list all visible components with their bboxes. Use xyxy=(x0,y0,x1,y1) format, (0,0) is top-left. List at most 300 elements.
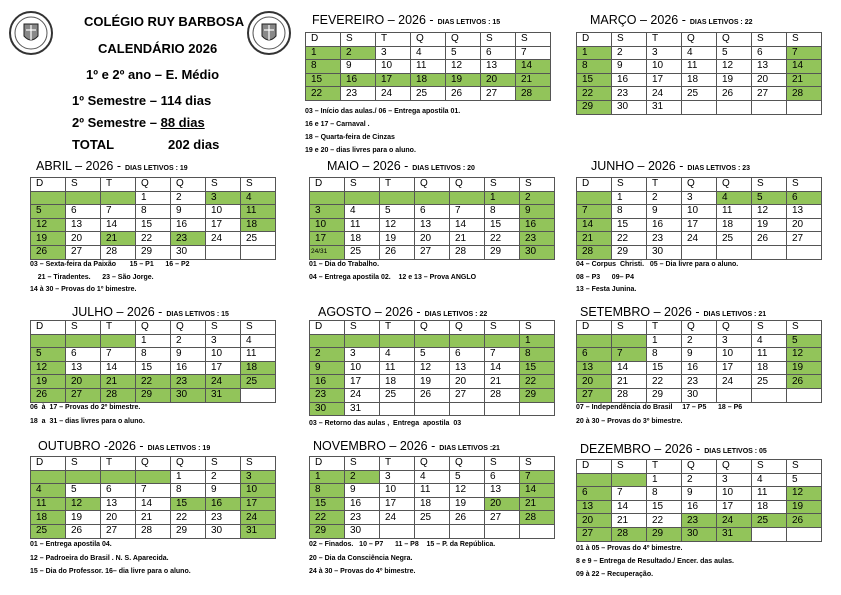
day-cell: 16 xyxy=(682,361,717,375)
day-cell: 25 xyxy=(345,245,380,259)
day-cell: 20 xyxy=(485,497,520,511)
day-cell: 25 xyxy=(411,87,446,101)
day-cell: 3 xyxy=(717,473,752,487)
weekday-header: S xyxy=(206,457,241,471)
day-cell xyxy=(787,245,822,259)
week-row xyxy=(31,484,276,498)
month-name: SETEMBRO – 2026 - xyxy=(580,305,700,319)
week-row xyxy=(31,348,276,362)
day-cell: 27 xyxy=(66,388,101,402)
day-cell: 12 xyxy=(66,497,101,511)
day-cell: 12 xyxy=(717,60,752,74)
day-cell: 2 xyxy=(206,470,241,484)
day-cell: 6 xyxy=(752,46,787,60)
day-cell xyxy=(310,191,345,205)
weekday-header: S xyxy=(485,321,520,335)
month-note: 19 e 20 – dias livres para o aluno. xyxy=(305,147,416,154)
day-cell: 20 xyxy=(101,511,136,525)
day-cell: 13 xyxy=(485,484,520,498)
weekday-header: D xyxy=(310,321,345,335)
day-cell xyxy=(241,388,276,402)
day-cell: 20 xyxy=(66,375,101,389)
week-row xyxy=(577,205,822,219)
month-note: 06 à 17 – Provas do 2º bimestre. xyxy=(30,404,141,411)
weekday-header: Q xyxy=(171,178,206,192)
day-cell: 14 xyxy=(577,218,612,232)
weekday-header: S xyxy=(752,33,787,47)
day-cell: 8 xyxy=(171,484,206,498)
day-cell: 23 xyxy=(171,375,206,389)
day-cell: 17 xyxy=(206,361,241,375)
day-cell: 13 xyxy=(787,205,822,219)
day-cell xyxy=(101,191,136,205)
day-cell: 15 xyxy=(577,73,612,87)
day-cell: 6 xyxy=(481,46,516,60)
day-cell: 19 xyxy=(31,375,66,389)
day-cell: 29 xyxy=(485,245,520,259)
day-cell: 22 xyxy=(520,375,555,389)
week-row xyxy=(310,484,555,498)
day-cell: 28 xyxy=(450,245,485,259)
day-cell: 15 xyxy=(310,497,345,511)
week-row xyxy=(31,191,276,205)
day-cell: 9 xyxy=(612,60,647,74)
weekday-header: S xyxy=(345,178,380,192)
day-cell: 9 xyxy=(647,205,682,219)
week-row xyxy=(310,388,555,402)
day-cell: 7 xyxy=(136,484,171,498)
week-row xyxy=(577,46,822,60)
week-row xyxy=(310,524,555,538)
day-cell: 22 xyxy=(171,511,206,525)
day-cell: 1 xyxy=(136,191,171,205)
day-cell: 5 xyxy=(752,191,787,205)
day-cell: 13 xyxy=(66,361,101,375)
day-cell: 26 xyxy=(31,388,66,402)
day-cell: 24 xyxy=(376,87,411,101)
weekday-header: S xyxy=(612,321,647,335)
week-row xyxy=(577,191,822,205)
day-cell: 30 xyxy=(345,524,380,538)
day-cell: 29 xyxy=(171,524,206,538)
day-cell: 4 xyxy=(717,191,752,205)
day-cell: 21 xyxy=(516,73,551,87)
weekday-header: Q xyxy=(450,457,485,471)
day-cell: 29 xyxy=(310,524,345,538)
day-cell: 2 xyxy=(310,348,345,362)
day-cell: 9 xyxy=(520,205,555,219)
month-note: 14 à 30 – Provas do 1º bimestre. xyxy=(30,286,137,293)
day-cell: 8 xyxy=(306,60,341,74)
weekday-header: Q xyxy=(446,33,481,47)
day-cell: 19 xyxy=(717,73,752,87)
day-cell: 15 xyxy=(520,361,555,375)
day-cell: 31 xyxy=(647,100,682,114)
day-cell: 14 xyxy=(136,497,171,511)
weekday-header: S xyxy=(752,460,787,474)
day-cell: 3 xyxy=(647,46,682,60)
day-cell: 8 xyxy=(577,60,612,74)
day-cell: 2 xyxy=(171,191,206,205)
semester-2-label: 2º Semestre – xyxy=(72,115,161,130)
calendar-title: CALENDÁRIO 2026 xyxy=(98,41,218,56)
weekday-header: D xyxy=(577,321,612,335)
week-row xyxy=(31,232,276,246)
week-row xyxy=(310,375,555,389)
day-cell: 10 xyxy=(345,361,380,375)
day-cell: 21 xyxy=(520,497,555,511)
day-cell: 14 xyxy=(520,484,555,498)
day-cell: 18 xyxy=(752,500,787,514)
month-name: JUNHO – 2026 - xyxy=(591,159,684,173)
week-row xyxy=(310,191,555,205)
week-row xyxy=(577,514,822,528)
weekday-header: S xyxy=(520,457,555,471)
weekday-header: S xyxy=(520,178,555,192)
day-cell xyxy=(717,388,752,402)
month-note: 03 – Retorno das aulas , Entrega apostila 03 xyxy=(309,420,462,427)
day-cell: 2 xyxy=(345,470,380,484)
weekday-header: S xyxy=(345,321,380,335)
day-cell: 27 xyxy=(787,232,822,246)
day-cell: 27 xyxy=(577,388,612,402)
day-cell: 19 xyxy=(415,375,450,389)
day-cell: 23 xyxy=(647,232,682,246)
day-cell: 19 xyxy=(31,232,66,246)
day-cell: 6 xyxy=(66,348,101,362)
weekday-header: S xyxy=(241,178,276,192)
month-note: 15 – Dia do Professor. 16– dia livre para o aluno. xyxy=(30,568,191,575)
month-calendar-table xyxy=(309,177,555,260)
day-cell xyxy=(206,245,241,259)
semester-2-value: 88 dias xyxy=(160,115,205,130)
school-name: COLÉGIO RUY BARBOSA xyxy=(84,14,245,29)
day-cell: 15 xyxy=(612,218,647,232)
school-days-count: DIAS LETIVOS : 15 xyxy=(166,311,229,318)
day-cell: 30 xyxy=(612,100,647,114)
month-note: 08 – P3 09– P4 xyxy=(576,273,634,281)
day-cell xyxy=(31,334,66,348)
day-cell: 16 xyxy=(310,375,345,389)
week-row xyxy=(306,60,551,74)
day-cell: 23 xyxy=(520,232,555,246)
school-days-count: DIAS LETIVOS : 21 xyxy=(703,311,767,318)
day-cell: 26 xyxy=(787,514,822,528)
week-row xyxy=(31,245,276,259)
day-cell: 11 xyxy=(241,348,276,362)
day-cell xyxy=(310,334,345,348)
weekday-header: T xyxy=(380,178,415,192)
week-row xyxy=(577,232,822,246)
day-cell: 17 xyxy=(345,375,380,389)
weekday-header: T xyxy=(101,321,136,335)
weekday-header-row xyxy=(306,33,551,47)
day-cell: 10 xyxy=(310,218,345,232)
day-cell: 30 xyxy=(171,245,206,259)
month-note: 20 – Dia da Consciência Negra. xyxy=(309,554,413,562)
day-cell: 16 xyxy=(647,218,682,232)
day-cell xyxy=(682,245,717,259)
day-cell: 29 xyxy=(612,245,647,259)
day-cell: 17 xyxy=(717,361,752,375)
day-cell: 11 xyxy=(380,361,415,375)
day-cell xyxy=(415,191,450,205)
day-cell: 16 xyxy=(612,73,647,87)
day-cell: 8 xyxy=(136,205,171,219)
day-cell: 19 xyxy=(66,511,101,525)
weekday-header-row xyxy=(310,178,555,192)
day-cell: 27 xyxy=(481,87,516,101)
day-cell: 8 xyxy=(520,348,555,362)
month-title xyxy=(36,159,188,173)
day-cell xyxy=(485,334,520,348)
weekday-header: T xyxy=(101,457,136,471)
day-cell: 22 xyxy=(310,511,345,525)
week-row xyxy=(306,73,551,87)
day-cell: 13 xyxy=(481,60,516,74)
grades-label: 1º e 2º ano – E. Médio xyxy=(86,67,220,82)
weekday-header: S xyxy=(66,457,101,471)
day-cell: 24 xyxy=(241,511,276,525)
weekday-header: Q xyxy=(717,460,752,474)
week-row xyxy=(310,218,555,232)
day-cell: 15 xyxy=(485,218,520,232)
day-cell: 11 xyxy=(752,487,787,501)
school-days-count: DIAS LETIVOS :21 xyxy=(439,445,500,452)
day-cell: 16 xyxy=(345,497,380,511)
weekday-header: T xyxy=(380,457,415,471)
weekday-header: T xyxy=(101,178,136,192)
week-row xyxy=(577,473,822,487)
day-cell xyxy=(380,402,415,416)
school-crest-icon xyxy=(246,10,292,56)
week-row xyxy=(310,245,555,259)
week-row xyxy=(577,348,822,362)
school-days-count: DIAS LETIVOS : 22 xyxy=(424,311,488,318)
week-row xyxy=(310,497,555,511)
month-note: 01 – Entrega apostila 04. xyxy=(30,541,112,548)
weekday-header: D xyxy=(577,460,612,474)
day-cell: 16 xyxy=(171,361,206,375)
week-row xyxy=(577,527,822,541)
day-cell: 7 xyxy=(516,46,551,60)
day-cell: 10 xyxy=(647,60,682,74)
day-cell: 24 xyxy=(717,375,752,389)
day-cell: 24 xyxy=(206,232,241,246)
weekday-header: Q xyxy=(682,178,717,192)
weekday-header: Q xyxy=(682,460,717,474)
day-cell: 28 xyxy=(612,388,647,402)
day-cell: 28 xyxy=(520,511,555,525)
day-cell xyxy=(717,245,752,259)
day-cell: 30 xyxy=(171,388,206,402)
day-cell: 3 xyxy=(310,205,345,219)
week-row xyxy=(31,361,276,375)
day-cell: 3 xyxy=(345,348,380,362)
day-cell: 2 xyxy=(647,191,682,205)
day-cell: 15 xyxy=(306,73,341,87)
month-title xyxy=(72,305,229,319)
week-row xyxy=(577,375,822,389)
day-cell: 29 xyxy=(520,388,555,402)
weekday-header: S xyxy=(206,178,241,192)
day-cell: 30 xyxy=(206,524,241,538)
weekday-header: T xyxy=(647,460,682,474)
day-cell: 28 xyxy=(787,87,822,101)
weekday-header: D xyxy=(306,33,341,47)
day-cell xyxy=(450,191,485,205)
month-name: JULHO – 2026 - xyxy=(72,305,163,319)
day-cell xyxy=(66,191,101,205)
day-cell: 26 xyxy=(787,375,822,389)
day-cell: 20 xyxy=(415,232,450,246)
week-row xyxy=(31,497,276,511)
day-cell: 1 xyxy=(171,470,206,484)
month-title xyxy=(591,159,750,173)
week-row xyxy=(310,334,555,348)
day-cell xyxy=(380,334,415,348)
month-note: 04 – Entrega apostila 02. 12 e 13 – Prova ANGLO xyxy=(309,274,477,281)
month-note: 01 à 05 – Provas do 4º bimestre. xyxy=(576,545,683,552)
week-row xyxy=(310,205,555,219)
day-cell: 19 xyxy=(446,73,481,87)
week-row xyxy=(577,334,822,348)
day-cell: 25 xyxy=(31,524,66,538)
weekday-header: S xyxy=(345,457,380,471)
day-cell: 4 xyxy=(345,205,380,219)
day-cell: 8 xyxy=(136,348,171,362)
day-cell: 15 xyxy=(136,361,171,375)
week-row xyxy=(31,511,276,525)
day-cell: 12 xyxy=(446,60,481,74)
day-cell xyxy=(682,100,717,114)
day-cell: 26 xyxy=(380,245,415,259)
day-cell: 25 xyxy=(717,232,752,246)
day-cell: 12 xyxy=(787,348,822,362)
day-cell: 25 xyxy=(241,375,276,389)
day-cell: 9 xyxy=(206,484,241,498)
day-cell: 9 xyxy=(682,487,717,501)
month-calendar-table xyxy=(305,32,551,101)
day-cell: 11 xyxy=(752,348,787,362)
day-cell: 11 xyxy=(717,205,752,219)
week-row xyxy=(306,46,551,60)
day-cell: 7 xyxy=(101,348,136,362)
day-cell: 26 xyxy=(450,511,485,525)
day-cell: 23 xyxy=(612,87,647,101)
week-row xyxy=(577,73,822,87)
day-cell: 9 xyxy=(171,348,206,362)
day-cell: 25 xyxy=(241,232,276,246)
day-cell xyxy=(577,334,612,348)
day-cell xyxy=(787,388,822,402)
day-cell xyxy=(612,473,647,487)
day-cell: 31 xyxy=(345,402,380,416)
school-crest-icon xyxy=(8,10,54,56)
day-cell: 1 xyxy=(647,334,682,348)
day-cell: 26 xyxy=(717,87,752,101)
day-cell: 26 xyxy=(415,388,450,402)
day-cell: 21 xyxy=(101,375,136,389)
day-cell xyxy=(612,334,647,348)
day-cell xyxy=(717,100,752,114)
school-days-count: DIAS LETIVOS : 22 xyxy=(689,19,753,26)
day-cell xyxy=(415,334,450,348)
week-row xyxy=(577,218,822,232)
month-note: 03 – Início das aulas./ 06 – Entrega apostila 01. xyxy=(305,108,461,115)
day-cell: 28 xyxy=(101,245,136,259)
day-cell: 9 xyxy=(171,205,206,219)
month-calendar-table xyxy=(30,456,276,539)
weekday-header: Q xyxy=(171,321,206,335)
day-cell: 28 xyxy=(485,388,520,402)
day-cell: 13 xyxy=(752,60,787,74)
day-cell: 4 xyxy=(31,484,66,498)
day-cell xyxy=(485,524,520,538)
semester-2-days xyxy=(72,115,205,130)
day-cell: 23 xyxy=(682,375,717,389)
day-cell: 31 xyxy=(241,524,276,538)
day-cell: 13 xyxy=(577,500,612,514)
day-cell: 9 xyxy=(682,348,717,362)
day-cell: 24 xyxy=(206,375,241,389)
day-cell: 6 xyxy=(415,205,450,219)
week-row xyxy=(31,375,276,389)
day-cell: 21 xyxy=(612,514,647,528)
day-cell xyxy=(752,527,787,541)
day-cell: 15 xyxy=(647,361,682,375)
weekday-header: Q xyxy=(682,321,717,335)
day-cell: 8 xyxy=(647,348,682,362)
day-cell: 22 xyxy=(136,232,171,246)
month-name: FEVEREIRO – 2026 - xyxy=(312,13,434,27)
day-cell xyxy=(345,191,380,205)
month-note: 8 e 9 – Entrega de Resultado./ Encer. das aulas. xyxy=(576,558,734,565)
week-row xyxy=(310,402,555,416)
day-cell: 24 xyxy=(717,514,752,528)
day-cell: 1 xyxy=(310,470,345,484)
week-row xyxy=(310,511,555,525)
month-title xyxy=(38,439,210,453)
day-cell: 20 xyxy=(450,375,485,389)
day-cell xyxy=(101,470,136,484)
day-cell: 5 xyxy=(66,484,101,498)
day-cell: 7 xyxy=(612,348,647,362)
week-row xyxy=(31,334,276,348)
month-calendar-table xyxy=(30,320,276,403)
day-cell xyxy=(520,402,555,416)
day-cell: 2 xyxy=(682,473,717,487)
day-cell: 29 xyxy=(647,527,682,541)
weekday-header: Q xyxy=(717,178,752,192)
day-cell: 26 xyxy=(66,524,101,538)
weekday-header-row xyxy=(31,321,276,335)
day-cell: 2 xyxy=(341,46,376,60)
day-cell: 1 xyxy=(520,334,555,348)
day-cell xyxy=(66,470,101,484)
day-cell: 12 xyxy=(31,218,66,232)
day-cell: 17 xyxy=(310,232,345,246)
school-days-count: DIAS LETIVOS : 19 xyxy=(147,445,211,452)
weekday-header: Q xyxy=(450,178,485,192)
month-note: 21 – Tiradentes. 23 – São Jorge. xyxy=(30,273,154,281)
day-cell: 23 xyxy=(682,514,717,528)
day-cell: 31 xyxy=(206,388,241,402)
day-cell: 30 xyxy=(682,527,717,541)
weekday-header: T xyxy=(376,33,411,47)
day-cell: 17 xyxy=(647,73,682,87)
day-cell: 29 xyxy=(577,100,612,114)
